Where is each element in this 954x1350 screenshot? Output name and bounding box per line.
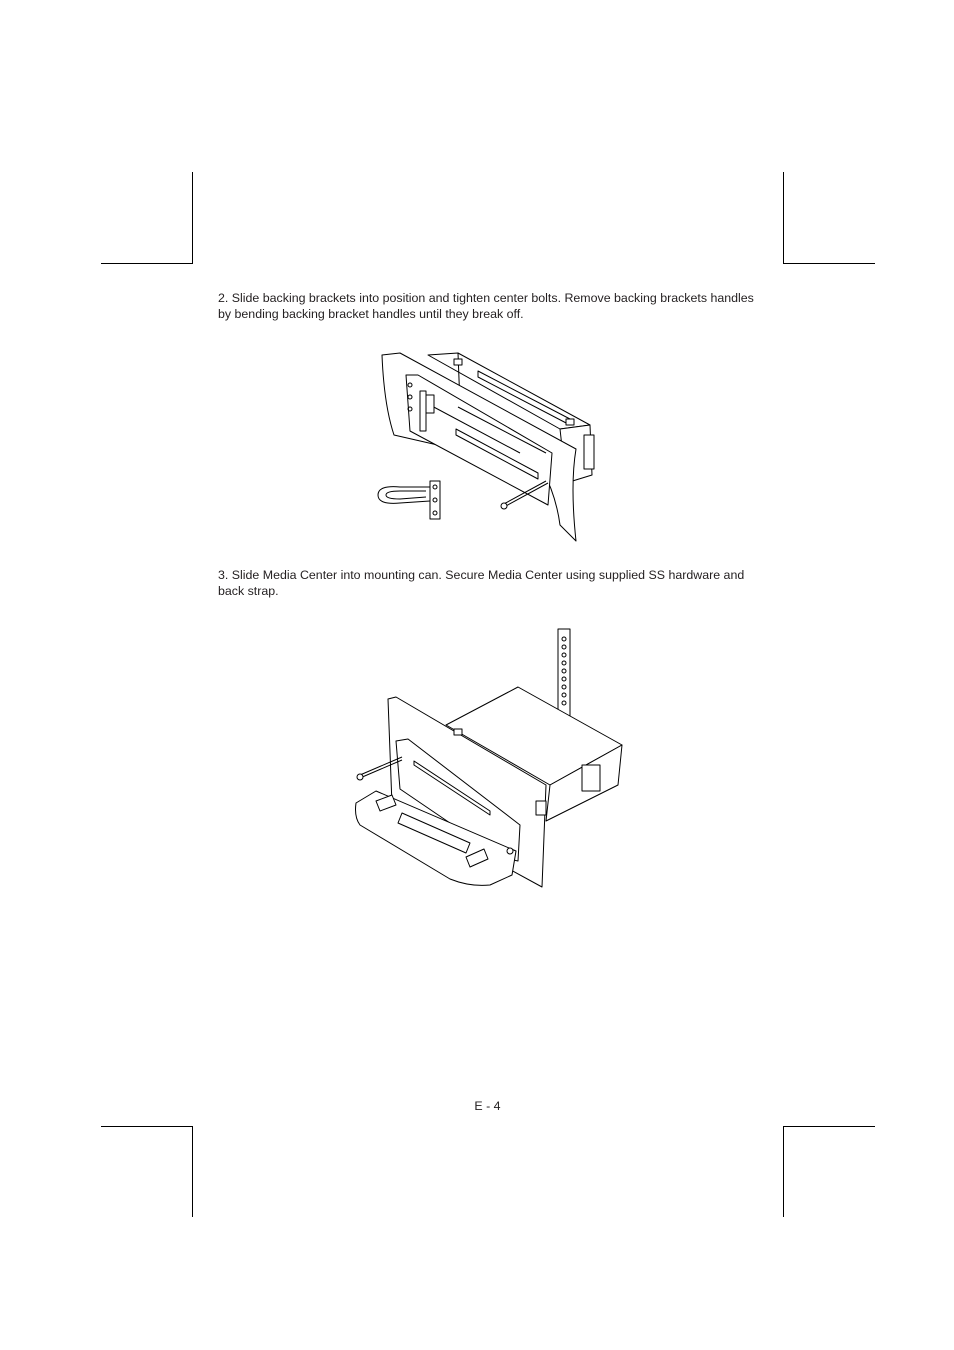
top-tab-right [566, 419, 574, 425]
top-clip [454, 729, 462, 735]
backing-bracket-inside [420, 391, 426, 431]
bracket-break-off-handle [378, 487, 430, 504]
top-tab-left [454, 359, 462, 365]
backing-bracket-inside-plate [426, 395, 434, 413]
backing-bracket-illustration [370, 345, 620, 545]
can-side-label [582, 765, 600, 791]
crop-mark-top-right-horizontal [783, 263, 875, 264]
crop-mark-bottom-right-horizontal [783, 1126, 875, 1127]
crop-mark-bottom-right-vertical [783, 1126, 784, 1217]
side-clip [536, 801, 546, 815]
detached-backing-bracket [430, 481, 440, 519]
crop-mark-top-left-horizontal [101, 263, 193, 264]
instruction-step-2: 2. Slide backing brackets into position and tighten center bolts. Remove backing brackets handles by bending backing bracket handles until they break off. [218, 291, 754, 321]
crop-mark-top-right-vertical [783, 172, 784, 264]
screw-head-right [507, 848, 513, 854]
screw-head [357, 774, 363, 780]
instruction-step-3: 3. Slide Media Center into mounting can. Secure Media Center using supplied SS hardware and back strap. [218, 568, 745, 598]
media-center-installation-illustration [350, 625, 630, 895]
bolt-head [501, 503, 507, 509]
page-number: E - 4 [474, 1099, 501, 1113]
crop-mark-bottom-left-vertical [192, 1126, 193, 1217]
can-side-bracket [584, 435, 594, 469]
crop-mark-bottom-left-horizontal [101, 1126, 193, 1127]
crop-mark-top-left-vertical [192, 172, 193, 264]
